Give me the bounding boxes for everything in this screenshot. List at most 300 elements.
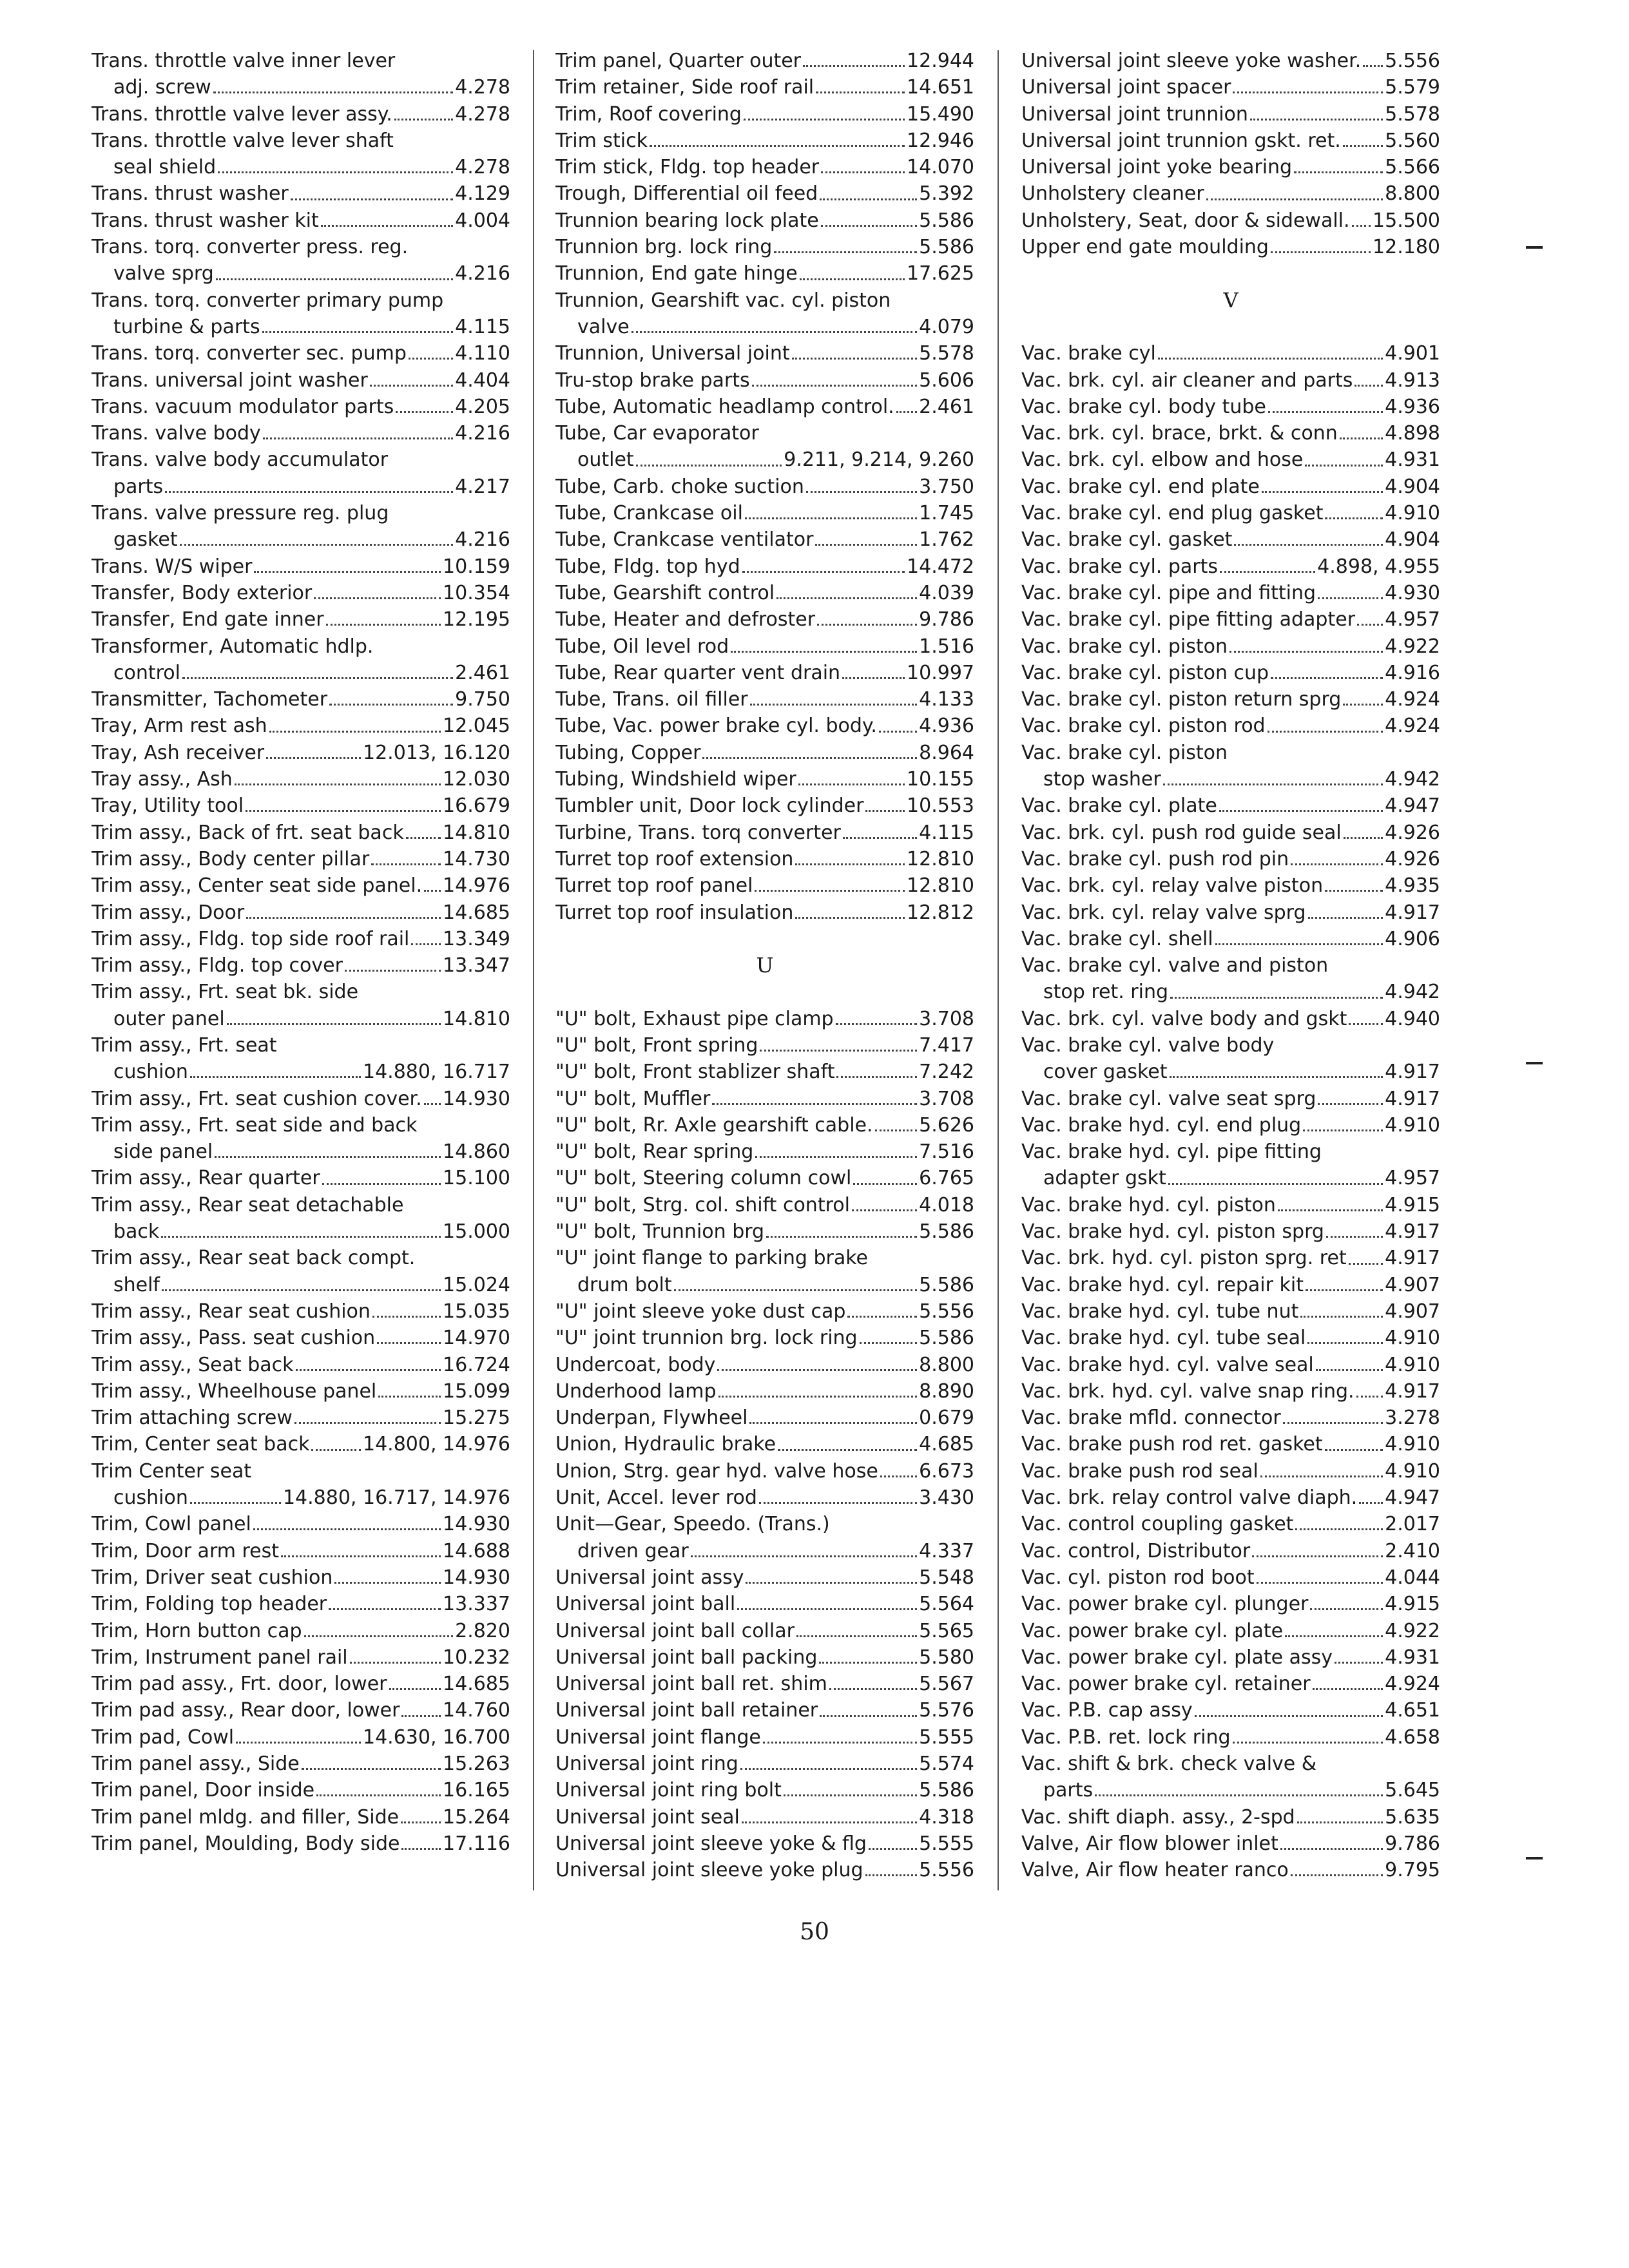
index-entry bbox=[1021, 553, 1440, 580]
index-entry bbox=[1021, 1485, 1440, 1511]
page-reference: 4.205 bbox=[455, 395, 510, 418]
page-reference: 4.917 bbox=[1385, 1061, 1440, 1084]
entry-text: Vac. power brake cyl. plate assy bbox=[1021, 1646, 1333, 1669]
entry-text: Vac. brake push rod seal bbox=[1021, 1459, 1258, 1483]
index-entry bbox=[555, 872, 974, 899]
page-reference: 4.079 bbox=[919, 315, 974, 338]
index-entry bbox=[555, 1564, 974, 1591]
index-entry bbox=[92, 1298, 510, 1325]
entry-text: "U" joint sleeve yoke dust cap bbox=[555, 1300, 846, 1323]
index-entry bbox=[92, 1804, 510, 1831]
index-entry bbox=[555, 686, 974, 713]
index-entry-heading bbox=[1021, 952, 1440, 979]
page-reference: 4.913 bbox=[1385, 369, 1440, 392]
spacer bbox=[555, 979, 974, 1005]
leader-dots bbox=[1310, 1608, 1383, 1610]
page-reference: 1.762 bbox=[919, 528, 974, 552]
entry-text: Trans. thrust washer kit bbox=[92, 209, 319, 232]
index-entry bbox=[92, 660, 510, 686]
entry-text: Vac. shift & brk. check valve & bbox=[1021, 1753, 1317, 1775]
index-entry bbox=[1021, 633, 1440, 660]
entry-text: Vac. shift diaph. assy., 2-spd bbox=[1021, 1805, 1295, 1829]
entry-text: Universal joint trunnion bbox=[1021, 102, 1248, 126]
page-reference: 4.922 bbox=[1385, 635, 1440, 658]
entry-text: Trim stick, Fldg. top header bbox=[555, 156, 820, 179]
page-reference: 15.500 bbox=[1373, 209, 1440, 232]
entry-text: Trough, Differential oil feed bbox=[555, 182, 818, 206]
index-entry bbox=[555, 713, 974, 739]
leader-dots bbox=[1195, 1715, 1383, 1717]
index-entry bbox=[1021, 48, 1440, 74]
entry-text: Tube, Automatic headlamp control. bbox=[555, 395, 894, 418]
page-reference: 4.936 bbox=[919, 715, 974, 738]
index-entry bbox=[1021, 1352, 1440, 1378]
index-entry-heading bbox=[92, 500, 510, 526]
entry-text: Trunnion bearing lock plate bbox=[555, 209, 819, 232]
page-reference: 10.155 bbox=[907, 768, 974, 791]
page-reference: 12.810 bbox=[907, 847, 974, 870]
entry-text: Tray assy., Ash bbox=[92, 768, 233, 791]
leader-dots bbox=[821, 225, 917, 227]
index-entry bbox=[1021, 1112, 1440, 1139]
index-column-3 bbox=[1021, 48, 1440, 1883]
entry-text: Trans. torq. converter primary pump bbox=[92, 289, 444, 312]
entry-text: Trim panel, Quarter outer bbox=[555, 50, 802, 72]
page-reference: 4.922 bbox=[1385, 1619, 1440, 1642]
index-entry bbox=[1021, 154, 1440, 180]
leader-dots bbox=[213, 91, 453, 93]
index-entry bbox=[555, 340, 974, 367]
page-reference: 4.658 bbox=[1385, 1725, 1440, 1749]
leader-dots bbox=[836, 1023, 918, 1025]
index-entry bbox=[555, 1032, 974, 1059]
entry-text: Tube, Oil level rod bbox=[555, 635, 729, 658]
leader-dots bbox=[1271, 677, 1383, 679]
entry-text: "U" joint flange to parking brake bbox=[555, 1247, 868, 1270]
page-reference: 4.278 bbox=[455, 76, 510, 99]
page-reference: 5.574 bbox=[919, 1753, 974, 1775]
entry-text: Tru-stop brake parts bbox=[555, 369, 750, 392]
leader-dots bbox=[401, 1848, 441, 1850]
page-reference: 14.800, 14.976 bbox=[362, 1433, 510, 1456]
leader-dots bbox=[246, 810, 441, 812]
leader-dots bbox=[631, 331, 917, 333]
entry-text: Trunnion brg. lock ring bbox=[555, 236, 773, 259]
index-entry bbox=[555, 1139, 974, 1165]
index-entry bbox=[555, 606, 974, 633]
entry-text: Trim assy., Rear seat back compt. bbox=[92, 1247, 416, 1270]
leader-dots bbox=[820, 1715, 917, 1717]
page-reference: 15.100 bbox=[443, 1167, 510, 1190]
page-reference: 3.278 bbox=[1385, 1407, 1440, 1430]
entry-text: Vac. brake cyl. valve and piston bbox=[1021, 954, 1329, 977]
entry-text: Universal joint sleeve yoke & flg bbox=[555, 1832, 867, 1855]
index-entry bbox=[555, 1006, 974, 1032]
entry-text: outlet bbox=[577, 448, 634, 472]
index-entry bbox=[92, 872, 510, 899]
page-reference: 4.917 bbox=[1385, 1087, 1440, 1110]
index-entry bbox=[92, 926, 510, 952]
index-entry bbox=[92, 1086, 510, 1112]
page-reference: 6.673 bbox=[919, 1459, 974, 1483]
page-reference: 4.906 bbox=[1385, 927, 1440, 950]
page-reference: 10.159 bbox=[443, 555, 510, 578]
leader-dots bbox=[816, 91, 905, 93]
leader-dots bbox=[795, 917, 905, 919]
index-entry bbox=[1021, 101, 1440, 128]
entry-text: Underpan, Flywheel bbox=[555, 1407, 748, 1430]
entry-text: "U" bolt, Front stablizer shaft bbox=[555, 1061, 835, 1084]
index-entry bbox=[1021, 1165, 1440, 1191]
page-reference: 4.004 bbox=[455, 209, 510, 232]
page-reference: 3.430 bbox=[919, 1486, 974, 1510]
entry-text: Union, Hydraulic brake bbox=[555, 1433, 776, 1456]
index-entry bbox=[1021, 526, 1440, 553]
leader-dots bbox=[1349, 1023, 1383, 1025]
leader-dots bbox=[1357, 624, 1383, 626]
index-entry bbox=[555, 207, 974, 234]
leader-dots bbox=[1291, 863, 1383, 865]
index-entry bbox=[92, 420, 510, 447]
index-entry bbox=[1021, 1644, 1440, 1671]
entry-text: Tray, Utility tool bbox=[92, 794, 244, 818]
leader-dots bbox=[401, 1821, 441, 1823]
page-reference: 16.679 bbox=[443, 794, 510, 818]
entry-text: Tube, Vac. power brake cyl. body. bbox=[555, 715, 877, 738]
page-reference: 5.555 bbox=[919, 1832, 974, 1855]
entry-text: Trim assy., Door bbox=[92, 901, 245, 924]
page-reference: 4.216 bbox=[455, 262, 510, 285]
entry-text: Transmitter, Tachometer bbox=[92, 688, 328, 711]
leader-dots bbox=[819, 1662, 917, 1664]
leader-dots bbox=[401, 1715, 441, 1717]
leader-dots bbox=[1250, 119, 1383, 120]
index-entry bbox=[92, 1697, 510, 1724]
index-entry bbox=[555, 1804, 974, 1831]
page-reference: 5.579 bbox=[1385, 76, 1440, 99]
leader-dots bbox=[215, 1156, 441, 1158]
leader-dots bbox=[1326, 1236, 1383, 1238]
page-reference: 12.030 bbox=[443, 768, 510, 791]
entry-text: "U" bolt, Exhaust pipe clamp bbox=[555, 1007, 834, 1030]
index-entry bbox=[92, 1139, 510, 1165]
page-reference: 4.916 bbox=[1385, 661, 1440, 684]
leader-dots bbox=[792, 358, 918, 360]
entry-text: drum bolt bbox=[577, 1273, 672, 1296]
leader-dots bbox=[731, 651, 917, 653]
entry-text: Vac. brake cyl. piston return sprg bbox=[1021, 688, 1342, 711]
index-entry bbox=[555, 1458, 974, 1485]
entry-text: Vac. P.B. cap assy bbox=[1021, 1699, 1193, 1722]
page-reference: 14.930 bbox=[443, 1566, 510, 1589]
entry-text: Trim assy., Back of frt. seat back bbox=[92, 821, 404, 844]
entry-text: Vac. brake cyl. valve seat sprg bbox=[1021, 1087, 1316, 1110]
index-entry bbox=[92, 526, 510, 553]
leader-dots bbox=[371, 863, 441, 865]
entry-text: Universal joint ring bolt bbox=[555, 1779, 782, 1802]
index-entry bbox=[555, 1112, 974, 1139]
index-entry bbox=[92, 1218, 510, 1245]
page-reference: 4.910 bbox=[1385, 1433, 1440, 1456]
page-reference: 4.404 bbox=[455, 369, 510, 392]
index-column-1 bbox=[92, 48, 510, 1857]
page-reference: 17.625 bbox=[907, 262, 974, 285]
entry-text: "U" joint trunnion brg. lock ring bbox=[555, 1327, 858, 1350]
leader-dots bbox=[766, 1236, 917, 1238]
leader-dots bbox=[869, 1848, 917, 1850]
index-entry bbox=[555, 1059, 974, 1085]
entry-text: back bbox=[113, 1220, 160, 1244]
page-reference: 4.915 bbox=[1385, 1193, 1440, 1216]
index-entry bbox=[555, 580, 974, 606]
index-entry bbox=[1021, 686, 1440, 713]
leader-dots bbox=[1305, 465, 1383, 466]
index-entry bbox=[555, 1724, 974, 1751]
index-entry bbox=[1021, 1804, 1440, 1831]
leader-dots bbox=[235, 783, 441, 785]
index-entry-heading bbox=[92, 1112, 510, 1139]
leader-dots bbox=[180, 544, 454, 546]
index-entry-heading bbox=[1021, 740, 1440, 766]
entry-text: Vac. brk. cyl. brace, brkt. & conn bbox=[1021, 422, 1338, 445]
entry-text: Vac. brk. cyl. push rod guide seal bbox=[1021, 821, 1342, 844]
leader-dots bbox=[836, 1076, 917, 1078]
page-reference: 12.195 bbox=[443, 608, 510, 631]
entry-text: Universal joint flange bbox=[555, 1725, 761, 1749]
index-entry bbox=[555, 1352, 974, 1378]
page-reference: 8.964 bbox=[919, 741, 974, 764]
page-reference: 14.860 bbox=[443, 1140, 510, 1164]
entry-text: Tray, Ash receiver bbox=[92, 741, 265, 764]
leader-dots bbox=[1354, 385, 1383, 387]
leader-dots bbox=[263, 437, 453, 439]
page-reference: 4.216 bbox=[455, 422, 510, 445]
index-entry bbox=[92, 340, 510, 367]
entry-text: cover gasket bbox=[1043, 1061, 1168, 1084]
leader-dots bbox=[236, 1742, 361, 1744]
index-entry bbox=[1021, 872, 1440, 899]
page-reference: 5.580 bbox=[919, 1646, 974, 1669]
entry-text: Universal joint ball bbox=[555, 1593, 736, 1616]
page-reference: 12.810 bbox=[907, 874, 974, 898]
index-entry bbox=[555, 633, 974, 660]
page-reference: 4.935 bbox=[1385, 874, 1440, 898]
page-reference: 4.907 bbox=[1385, 1300, 1440, 1323]
leader-dots bbox=[1233, 91, 1383, 93]
page-reference: 5.560 bbox=[1385, 129, 1440, 152]
entry-text: Trans. throttle valve lever shaft bbox=[92, 129, 394, 152]
index-entry bbox=[92, 1777, 510, 1803]
entry-text: Trim, Folding top header bbox=[92, 1593, 327, 1616]
leader-dots bbox=[165, 491, 453, 493]
leader-dots bbox=[1308, 917, 1383, 919]
leader-dots bbox=[803, 65, 905, 67]
entry-text: Universal joint sleeve yoke washer. bbox=[1021, 50, 1362, 72]
index-entry bbox=[555, 1671, 974, 1697]
page-reference: 4.129 bbox=[455, 182, 510, 206]
page-reference: 4.910 bbox=[1385, 1327, 1440, 1350]
page-reference: 14.970 bbox=[443, 1327, 510, 1350]
leader-dots bbox=[190, 1502, 281, 1504]
page-reference: 4.115 bbox=[919, 821, 974, 844]
leader-dots bbox=[1344, 837, 1383, 839]
index-entry bbox=[1021, 1671, 1440, 1697]
index-entry bbox=[555, 1378, 974, 1405]
index-entry bbox=[555, 766, 974, 793]
page-reference: 12.180 bbox=[1373, 236, 1440, 259]
index-entry bbox=[92, 1059, 510, 1085]
entry-text: Trans. valve pressure reg. plug bbox=[92, 502, 389, 525]
index-entry-heading bbox=[92, 287, 510, 314]
entry-text: Vac. brake hyd. cyl. valve seal bbox=[1021, 1353, 1314, 1376]
entry-text: Vac. brake cyl. end plug gasket bbox=[1021, 502, 1324, 525]
index-entry bbox=[92, 952, 510, 979]
index-entry bbox=[92, 1378, 510, 1405]
index-entry bbox=[92, 740, 510, 766]
index-entry-heading bbox=[92, 1245, 510, 1271]
index-entry bbox=[555, 526, 974, 553]
entry-text: Underhood lamp bbox=[555, 1379, 717, 1403]
index-entry bbox=[555, 1697, 974, 1724]
index-entry bbox=[555, 1485, 974, 1511]
index-entry bbox=[1021, 1511, 1440, 1537]
entry-text: Turbine, Trans. torq converter bbox=[555, 821, 841, 844]
index-entry-heading bbox=[555, 420, 974, 447]
entry-text: Vac. brake cyl. plate bbox=[1021, 794, 1217, 818]
index-entry bbox=[1021, 1458, 1440, 1485]
index-entry bbox=[92, 1644, 510, 1671]
leader-dots bbox=[896, 411, 917, 413]
entry-text: Trim assy., Fldg. top side roof rail bbox=[92, 927, 410, 950]
index-entry bbox=[1021, 234, 1440, 260]
leader-dots bbox=[190, 1076, 361, 1078]
page-reference: 4.685 bbox=[919, 1433, 974, 1456]
page-reference: 14.880, 16.717, 14.976 bbox=[282, 1486, 510, 1510]
index-entry bbox=[555, 553, 974, 580]
leader-dots bbox=[1297, 1821, 1383, 1823]
leader-dots bbox=[253, 1528, 441, 1530]
column-divider-right bbox=[998, 50, 999, 1890]
index-entry bbox=[1021, 1059, 1440, 1085]
leader-dots bbox=[744, 119, 905, 120]
page-reference: 4.217 bbox=[455, 475, 510, 498]
leader-dots bbox=[227, 1023, 441, 1025]
leader-dots bbox=[1300, 1316, 1383, 1318]
page-reference: 5.556 bbox=[919, 1859, 974, 1882]
index-entry bbox=[92, 820, 510, 846]
page-reference: 5.635 bbox=[1385, 1805, 1440, 1829]
entry-text: parts bbox=[1043, 1779, 1094, 1802]
entry-text: Trim assy., Seat back bbox=[92, 1353, 294, 1376]
entry-text: Tubing, Windshield wiper bbox=[555, 768, 796, 791]
index-entry bbox=[555, 1618, 974, 1644]
entry-text: Universal joint assy bbox=[555, 1566, 744, 1589]
leader-dots bbox=[795, 863, 905, 865]
index-entry bbox=[92, 1165, 510, 1191]
entry-text: Trans. thrust washer bbox=[92, 182, 289, 206]
entry-text: Tube, Heater and defroster bbox=[555, 608, 816, 631]
leader-dots bbox=[852, 1209, 917, 1211]
page-reference: 14.730 bbox=[443, 847, 510, 870]
leader-dots bbox=[294, 1422, 441, 1424]
index-entry bbox=[1021, 580, 1440, 606]
page-reference: 4.018 bbox=[919, 1193, 974, 1216]
entry-text: Vac. brake cyl. pipe and fitting bbox=[1021, 581, 1316, 604]
entry-text: Trim Center seat bbox=[92, 1459, 252, 1483]
page-reference: 4.278 bbox=[455, 156, 510, 179]
entry-text: Universal joint ball collar bbox=[555, 1619, 795, 1642]
page-reference: 4.917 bbox=[1385, 1379, 1440, 1403]
margin-tick-mark bbox=[1526, 1857, 1543, 1860]
entry-text: Trim pad assy., Rear door, lower bbox=[92, 1699, 400, 1722]
page-reference: 5.586 bbox=[919, 1327, 974, 1350]
entry-text: adapter gskt bbox=[1043, 1167, 1166, 1190]
page-reference: 14.651 bbox=[907, 76, 974, 99]
index-entry-heading bbox=[92, 128, 510, 154]
page-reference: 4.917 bbox=[1385, 901, 1440, 924]
leader-dots bbox=[815, 544, 917, 546]
leader-dots bbox=[820, 198, 917, 200]
page-reference: 4.910 bbox=[1385, 1459, 1440, 1483]
leader-dots bbox=[774, 251, 917, 253]
page-reference: 0.679 bbox=[919, 1407, 974, 1430]
leader-dots bbox=[674, 1289, 917, 1291]
leader-dots bbox=[1343, 704, 1383, 706]
index-entry bbox=[1021, 1405, 1440, 1431]
entry-text: Universal joint yoke bearing bbox=[1021, 156, 1293, 179]
page-reference: 14.976 bbox=[443, 874, 510, 898]
index-entry bbox=[92, 1591, 510, 1617]
entry-text: Turret top roof panel bbox=[555, 874, 753, 898]
entry-text: Tray, Arm rest ash bbox=[92, 715, 267, 738]
index-entry bbox=[555, 660, 974, 686]
page-reference: 12.812 bbox=[907, 901, 974, 924]
index-entry bbox=[92, 713, 510, 739]
index-entry bbox=[92, 1485, 510, 1511]
entry-text: Trans. torq. converter sec. pump bbox=[92, 342, 407, 365]
entry-text: Undercoat, body bbox=[555, 1353, 716, 1376]
index-entry bbox=[92, 1006, 510, 1032]
leader-dots bbox=[316, 1794, 441, 1796]
leader-dots bbox=[1306, 1289, 1383, 1291]
index-entry bbox=[555, 1325, 974, 1351]
leader-dots bbox=[262, 331, 454, 333]
page-reference: 5.626 bbox=[919, 1113, 974, 1137]
entry-text: Universal joint sleeve yoke plug bbox=[555, 1859, 863, 1882]
leader-dots bbox=[296, 1369, 441, 1371]
index-entry bbox=[555, 394, 974, 420]
entry-text: Universal joint trunnion gskt. ret. bbox=[1021, 129, 1341, 152]
entry-text: Trim retainer, Side roof rail bbox=[555, 76, 815, 99]
entry-text: Unholstery, Seat, door & sidewall. bbox=[1021, 209, 1350, 232]
leader-dots bbox=[717, 1369, 917, 1371]
leader-dots bbox=[1095, 1794, 1383, 1796]
page-reference: 14.685 bbox=[443, 901, 510, 924]
entry-text: Trim panel, Door inside bbox=[92, 1779, 315, 1802]
page-reference: 2.461 bbox=[455, 661, 510, 684]
entry-text: Tube, Gearshift control bbox=[555, 581, 775, 604]
leader-dots bbox=[411, 943, 441, 945]
entry-text: Trim assy., Rear seat detachable bbox=[92, 1193, 404, 1216]
page-reference: 7.417 bbox=[919, 1033, 974, 1057]
leader-dots bbox=[745, 517, 917, 519]
index-entry bbox=[1021, 1192, 1440, 1218]
index-entry bbox=[92, 101, 510, 128]
index-entry bbox=[1021, 793, 1440, 819]
leader-dots bbox=[1158, 358, 1383, 360]
margin-tick-mark bbox=[1526, 1062, 1543, 1064]
section-letter: U bbox=[756, 953, 774, 978]
